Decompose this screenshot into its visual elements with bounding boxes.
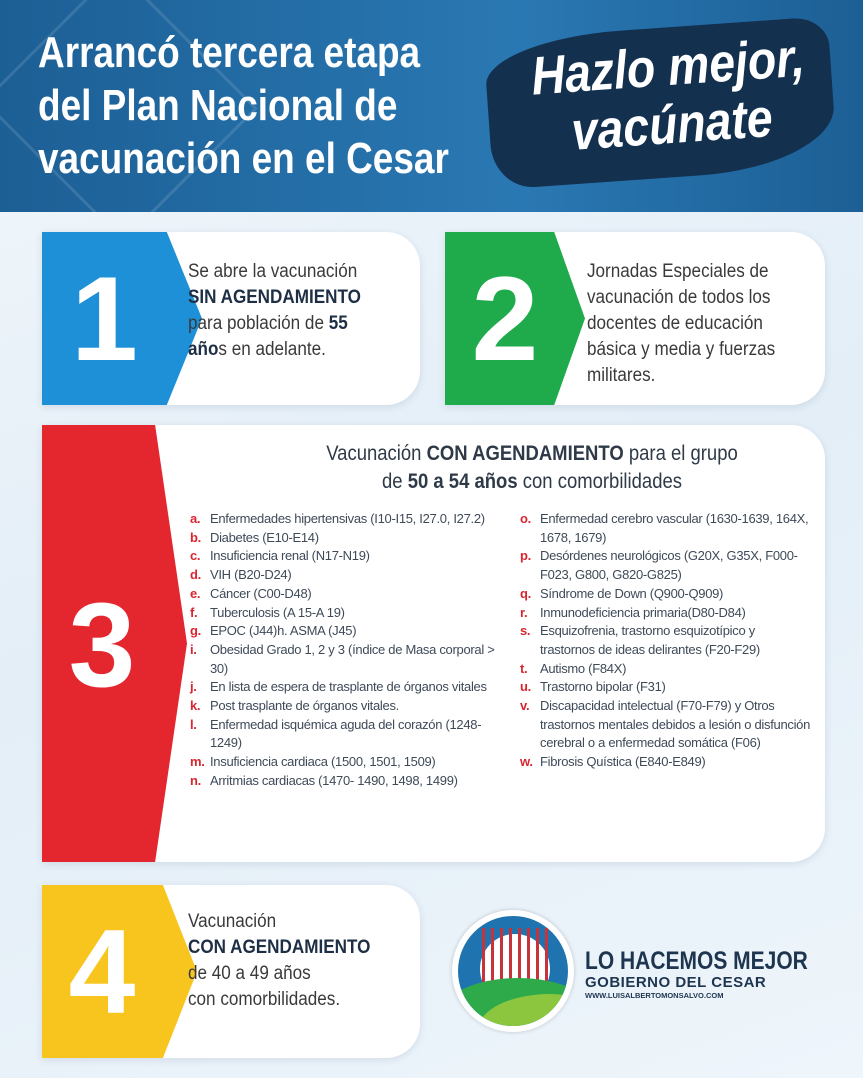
list-letter: v. bbox=[520, 698, 530, 714]
list-letter: t. bbox=[520, 660, 528, 676]
list-letter: j. bbox=[190, 679, 197, 695]
step-1-card bbox=[42, 232, 420, 405]
text-bold: CON AGENDAMIENTO bbox=[426, 442, 624, 465]
list-item bbox=[520, 604, 812, 623]
list-text: Esquizofrenia, trastorno esquizotípico y trastornos de ideas delirantes (F20-F29) bbox=[540, 623, 760, 657]
list-text: Obesidad Grado 1, 2 y 3 (índice de Masa corporal > 30) bbox=[210, 641, 495, 676]
title-line: del Plan Nacional de bbox=[38, 81, 398, 130]
list-letter: n. bbox=[190, 772, 201, 788]
list-text: Enfermedad isquémica aguda del corazón (1248-1249) bbox=[210, 716, 482, 751]
list-item bbox=[190, 585, 498, 604]
text: para el grupo bbox=[628, 442, 738, 465]
list-letter: e. bbox=[190, 585, 201, 601]
list-text: Enfermedad cerebro vascular (1630-1639, 164X, 1678, 1679) bbox=[540, 511, 809, 545]
list-letter: b. bbox=[190, 529, 201, 545]
text: con comorbilidades. bbox=[188, 989, 341, 1010]
list-letter: a. bbox=[190, 511, 201, 526]
title-line: Arrancó tercera etapa bbox=[38, 28, 421, 77]
text-bold: CON AGENDAMIENTO bbox=[188, 937, 371, 958]
list-text: Síndrome de Down (Q900-Q909) bbox=[540, 585, 724, 601]
list-text: EPOC (J44)h. ASMA (J45) bbox=[210, 623, 357, 639]
list-item bbox=[190, 547, 498, 566]
slogan-line: vacúnate bbox=[569, 87, 775, 162]
list-item bbox=[190, 753, 498, 772]
step-3-title bbox=[286, 440, 779, 496]
step-2-card bbox=[445, 232, 825, 405]
list-letter: q. bbox=[520, 585, 531, 601]
list-letter: m. bbox=[190, 754, 205, 770]
list-text: Cáncer (C00-D48) bbox=[210, 585, 312, 601]
list-letter: g. bbox=[190, 623, 201, 639]
text: con comorbilidades bbox=[522, 470, 682, 493]
step-3-card bbox=[42, 425, 825, 862]
list-letter: k. bbox=[190, 698, 201, 714]
list-item bbox=[190, 510, 498, 529]
footer-url: WWW.LUISALBERTOMONSALVO.COM bbox=[585, 991, 724, 1000]
list-item bbox=[190, 622, 498, 641]
list-text: Diabetes (E10-E14) bbox=[210, 529, 319, 545]
list-item bbox=[190, 529, 498, 548]
list-letter: l. bbox=[190, 716, 197, 732]
list-letter: f. bbox=[190, 604, 198, 620]
comorbidity-list-left bbox=[190, 510, 498, 791]
footer-slogan: LO HACEMOS MEJOR bbox=[585, 947, 808, 975]
text-bold: año bbox=[188, 339, 219, 360]
list-item bbox=[520, 678, 812, 697]
text: s en adelante. bbox=[218, 339, 326, 360]
list-text: Discapacidad intelectual (F70-F79) y Otros trastornos mentales debidos a lesión o disfunción cerebral o a enfermedad somática (F06) bbox=[540, 698, 811, 751]
slogan bbox=[520, 28, 820, 164]
step-number: 3 bbox=[68, 578, 136, 712]
list-item bbox=[520, 585, 812, 604]
footer-branding bbox=[585, 947, 850, 1000]
slogan-line: Hazlo mejor, bbox=[529, 27, 807, 107]
list-text: Insuficiencia renal (N17-N19) bbox=[210, 548, 370, 564]
list-item bbox=[190, 697, 498, 716]
list-text: Autismo (F84X) bbox=[540, 660, 627, 676]
step-4-card bbox=[42, 885, 420, 1058]
list-item bbox=[520, 660, 812, 679]
list-text: Arritmias cardiacas (1470- 1490, 1498, 1499) bbox=[210, 772, 458, 788]
list-letter: u. bbox=[520, 679, 531, 695]
list-text: Inmunodeficiencia primaria(D80-D84) bbox=[540, 604, 746, 620]
list-letter: r. bbox=[520, 604, 528, 620]
list-item bbox=[190, 772, 498, 791]
list-text: Desórdenes neurológicos (G20X, G35X, F000-F023, G800, G820-G825) bbox=[540, 548, 798, 583]
list-item bbox=[190, 678, 498, 697]
list-item bbox=[190, 716, 498, 753]
title-line: vacunación en el Cesar bbox=[38, 134, 449, 183]
list-text: Tuberculosis (A 15-A 19) bbox=[210, 604, 345, 620]
list-item bbox=[190, 641, 498, 678]
list-text: VIH (B20-D24) bbox=[210, 567, 292, 583]
text: de 40 a 49 años bbox=[188, 963, 311, 984]
list-text: Trastorno bipolar (F31) bbox=[540, 679, 666, 695]
list-text: En lista de espera de trasplante de órganos vitales bbox=[210, 679, 487, 695]
step-number: 2 bbox=[471, 252, 539, 386]
list-item bbox=[520, 510, 812, 547]
header-banner bbox=[0, 0, 863, 212]
text-bold: 55 bbox=[328, 313, 348, 334]
step-number: 1 bbox=[71, 252, 138, 386]
list-item bbox=[520, 697, 812, 753]
text: Vacunación bbox=[326, 442, 422, 465]
text-bold: 50 a 54 años bbox=[407, 470, 518, 493]
list-item bbox=[190, 566, 498, 585]
step-1-text bbox=[188, 259, 404, 363]
step-2-text: Jornadas Especiales de vacunación de todos los docentes de educación básica y media y fuerzas militares. bbox=[587, 261, 776, 386]
page-title bbox=[38, 26, 449, 185]
list-letter: w. bbox=[520, 754, 533, 770]
text: de bbox=[382, 470, 403, 493]
text: Vacunación bbox=[188, 911, 277, 932]
list-item bbox=[520, 753, 812, 772]
list-letter: d. bbox=[190, 567, 201, 583]
list-text: Fibrosis Quística (E840-E849) bbox=[540, 754, 706, 770]
comorbidity-list-right bbox=[520, 510, 812, 772]
list-letter: p. bbox=[520, 548, 531, 564]
text: Se abre la vacunación bbox=[188, 261, 358, 282]
step-number: 4 bbox=[68, 905, 136, 1039]
list-item bbox=[520, 622, 812, 659]
gobierno-cesar-logo bbox=[452, 910, 574, 1032]
text: para población de bbox=[188, 313, 324, 334]
text-bold: SIN AGENDAMIENTO bbox=[188, 287, 361, 308]
list-letter: s. bbox=[520, 623, 531, 639]
list-text: Post trasplante de órganos vitales. bbox=[210, 698, 399, 714]
step-4-text bbox=[188, 909, 404, 1013]
list-letter: o. bbox=[520, 511, 531, 526]
list-text: Insuficiencia cardiaca (1500, 1501, 1509) bbox=[210, 754, 436, 770]
list-item bbox=[520, 547, 812, 584]
footer-org: GOBIERNO DEL CESAR bbox=[585, 974, 767, 991]
list-letter: c. bbox=[190, 548, 201, 564]
list-item bbox=[190, 604, 498, 623]
list-text: Enfermedades hipertensivas (I10-I15, I27.0, I27.2) bbox=[210, 511, 485, 526]
list-letter: i. bbox=[190, 641, 197, 657]
